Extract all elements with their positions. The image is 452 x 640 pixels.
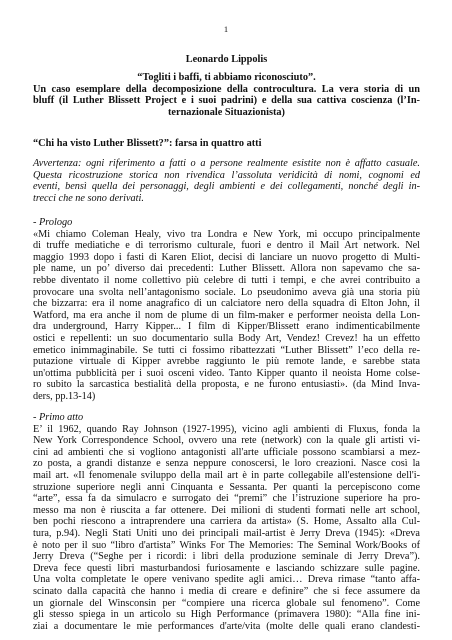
text-line: ostici e repellenti: un suo documentario sulla Body Art, Vendez! Crevez! ha un effetto [33,332,420,344]
warning-paragraph [33,158,420,204]
text-line: ben pochi riescono a intraprendere una carriera da artista» (S. Home, Assalto alla Cul- [33,516,420,528]
text-line: cini ad ambienti che si vogliono antagonisti all'arte ufficiale possono scambiarsi a mez- [33,446,420,458]
text-line: scinato dalla capacità che hanno i media di creare e definire” che si fece assumere da [33,585,420,597]
title-line: bluff (il Luther Blissett Project e i suoi padrini) e della sua cattiva coscienza (l’In- [33,95,420,107]
text-line: «Mi chiamo Coleman Healy, vivo tra Londra e New York, mi occupo principalmente [33,228,420,240]
section-title: “Chi ha visto Luther Blissett?”: farsa in quattro atti [33,138,262,149]
text-line: eventi, bensì quella dei personaggi, degli ambienti e dei collegamenti, nonché degli in- [33,181,420,193]
text-line: che bizzarra: era il nome anagrafico di un calciatore nero della squadra di Elton John, il [33,298,420,310]
text-line: New York Correspondence School, ovvero una rete (network) con la quale gli artisti vi- [33,435,420,447]
text-line: zo posta, a grandi distanze e senza neppure conoscersi, le loro creazioni. Nasce così la [33,458,420,470]
prologo-section [33,217,420,403]
primo-atto-section [33,412,420,632]
text-line: Dreva fece questi libri masturbandosi furiosamente e lasciando schizzare sulle pagine. [33,562,420,574]
text-line: ziai a documentare le mie performances d'arte/vita (molte delle quali erano clandesti- [33,620,420,632]
text-line: putazione virtuale di Kipper avrebbe raggiunto le più remote lande, e sarebbe stata [33,356,420,368]
text-line: dra underground, Harry Kipper... I film di Kipper/Blissett erano indimenticabilmente [33,321,420,333]
text-line: è noto per il suo “libro d'artista” Winks For The Memories: The Seminal Work/Books of [33,539,420,551]
text-line: un'ottima pubblicità per i suoi osceni video. Tanto Kipper quanto il neoista Home colse- [33,367,420,379]
subsection-heading: - Prologo [33,217,73,228]
subsection-heading: - Primo atto [33,412,84,423]
text-line: Jerry Dreva (“Seghe per i ricordi: i libri della produzione seminale di Jerry Dreva”). [33,551,420,563]
text-line: ro subito la sarcastica bestialità della proposta, e ne furono entusiasti». (da Mind Inva- [33,379,420,391]
text-line: ders, pp.13-14) [33,390,96,402]
text-line: maggio 1993 dopo i fasti di Karen Eliot, decisi di lanciare un nuovo progetto di Multi- [33,251,420,263]
text-line: struzione superiore negli anni Cinquanta e Sessanta. Per quanti la percepiscono come [33,481,420,493]
text-line: provocare una svolta nell’antagonismo sociale. Lo pseudonimo aveva già una storia più [33,286,420,298]
text-line: Una volta completate le opere venivano spedite agli amici… Dreva rimase “tanto affa- [33,574,420,586]
text-line: rebbe diventato il nome collettivo più celebre di tutti i tempi, e che avrei contribuito a [33,274,420,286]
text-line: emetico inimmaginabile. Se tutti ci fossimo ribattezzati “Luther Blissett” l’eco della re- [33,344,420,356]
text-line: messo ma non è riuscita a far ottenere. Dei milioni di studenti formati nelle art school, [33,504,420,516]
text-line: tura, p.94). Negli Stati Uniti uno dei principali mail-artist è Jerry Dreva (1945): «Dreva [33,527,420,539]
text-line: ple name, un po’ diverso dai precedenti: Luther Blissett. Allora non sapevamo che sa- [33,263,420,275]
text-line: Questa ricostruzione storica non rivendica l’assoluta veridicità di nomi, cognomi ed [33,169,420,181]
text-line: un giornale del Winsconsin per “compiere una ricerca globale sul fenomeno”. Come [33,597,420,609]
text-line: E’ il 1962, quando Ray Johnson (1927-1995), vicino agli ambienti di Fluxus, fonda la [33,423,420,435]
title-line: Un caso esemplare della decomposizione della controcultura. La vera storia di un [33,83,420,95]
text-line: trecci che ne sono derivati. [33,192,144,204]
text-line: di truffe mediatiche e di terrorismo culturale, fuori e dentro il Mail Art network. Nel [33,240,420,252]
title-line: “Togliti i baffi, ti abbiamo riconosciuto”. [137,72,316,83]
title-line: ternazionale Situazionista) [168,106,285,118]
document-title [33,72,420,118]
text-line: gli stesso spiega in un articolo su High Performance (primavera 1980): “Alla fine ini- [33,609,420,621]
author-name: Leonardo Lippolis [185,54,268,65]
text-line: Avvertenza: ogni riferimento a fatti o a persone realmente esistite non è affatto casuale. [33,158,420,169]
page-number: 1 [223,24,229,34]
text-line: “arte”, essa fa da simulacro e surrogato dei “premi” che l’istruzione superiore ha pro- [33,493,420,505]
text-line: mail art. «Il fenomenale sviluppo della mail art è in parte collegabile all'estensione dell'i- [33,469,420,481]
text-line: Watford, ma era anche il nom de plume di un film-maker e performer neoista della Lon- [33,309,420,321]
